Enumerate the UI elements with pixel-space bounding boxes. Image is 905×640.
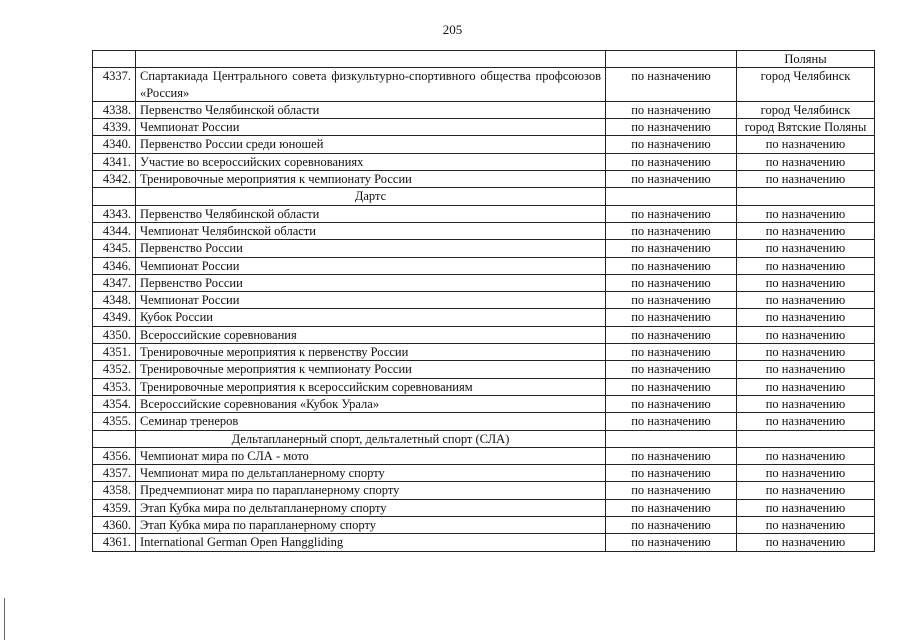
event-dates: по назначению xyxy=(606,344,737,361)
event-dates: по назначению xyxy=(606,309,737,326)
event-location xyxy=(737,188,875,205)
event-name: Первенство России среди юношей xyxy=(136,136,606,153)
event-name: Участие во всероссийских соревнованиях xyxy=(136,153,606,170)
table-row xyxy=(93,205,875,222)
row-number: 4337. xyxy=(93,68,136,102)
event-dates: по назначению xyxy=(606,292,737,309)
event-location: по назначению xyxy=(737,257,875,274)
event-dates: по назначению xyxy=(606,274,737,291)
event-location: по назначению xyxy=(737,344,875,361)
event-name: Семинар тренеров xyxy=(136,413,606,430)
event-dates: по назначению xyxy=(606,378,737,395)
event-dates xyxy=(606,430,737,447)
event-location xyxy=(737,430,875,447)
event-name: Первенство Челябинской области xyxy=(136,205,606,222)
event-dates: по назначению xyxy=(606,517,737,534)
event-dates xyxy=(606,51,737,68)
event-name: Этап Кубка мира по дельтапланерному спорту xyxy=(136,499,606,516)
table-row xyxy=(93,171,875,188)
event-location: по назначению xyxy=(737,499,875,516)
table-row xyxy=(93,136,875,153)
event-dates xyxy=(606,188,737,205)
row-number: 4356. xyxy=(93,447,136,464)
table-row xyxy=(93,292,875,309)
event-dates: по назначению xyxy=(606,153,737,170)
event-name: Чемпионат России xyxy=(136,292,606,309)
event-location: город Челябинск xyxy=(737,68,875,102)
row-number: 4361. xyxy=(93,534,136,551)
row-number: 4353. xyxy=(93,378,136,395)
event-name: Чемпионат мира по СЛА - мото xyxy=(136,447,606,464)
event-dates: по назначению xyxy=(606,413,737,430)
row-number: 4341. xyxy=(93,153,136,170)
row-number: 4352. xyxy=(93,361,136,378)
row-number: 4348. xyxy=(93,292,136,309)
event-location: по назначению xyxy=(737,136,875,153)
event-dates: по назначению xyxy=(606,222,737,239)
event-name: Кубок России xyxy=(136,309,606,326)
event-dates: по назначению xyxy=(606,395,737,412)
table-row xyxy=(93,378,875,395)
section-title: Дельтапланерный спорт, дельталетный спорт (СЛА) xyxy=(136,430,606,447)
table-row xyxy=(93,534,875,551)
table-row xyxy=(93,413,875,430)
table-row xyxy=(93,499,875,516)
table-row xyxy=(93,395,875,412)
event-name: Тренировочные мероприятия к первенству России xyxy=(136,344,606,361)
event-location: по назначению xyxy=(737,309,875,326)
event-name: Чемпионат Челябинской области xyxy=(136,222,606,239)
row-number: 4357. xyxy=(93,465,136,482)
table-row xyxy=(93,68,875,102)
table-row xyxy=(93,465,875,482)
section-row xyxy=(93,430,875,447)
table-row xyxy=(93,257,875,274)
event-name: Всероссийские соревнования «Кубок Урала» xyxy=(136,395,606,412)
event-dates: по назначению xyxy=(606,205,737,222)
row-number: 4351. xyxy=(93,344,136,361)
row-number: 4346. xyxy=(93,257,136,274)
table-row xyxy=(93,361,875,378)
scan-edge-line xyxy=(4,598,5,640)
event-name: Предчемпионат мира по парапланерному спорту xyxy=(136,482,606,499)
event-dates: по назначению xyxy=(606,101,737,118)
row-number: 4360. xyxy=(93,517,136,534)
event-location: по назначению xyxy=(737,378,875,395)
event-dates: по назначению xyxy=(606,68,737,102)
row-number: 4338. xyxy=(93,101,136,118)
table-row xyxy=(93,222,875,239)
table-row xyxy=(93,274,875,291)
event-location: по назначению xyxy=(737,153,875,170)
event-dates: по назначению xyxy=(606,326,737,343)
table-row xyxy=(93,344,875,361)
event-name: Первенство Челябинской области xyxy=(136,101,606,118)
event-name: Чемпионат мира по дельтапланерному спорту xyxy=(136,465,606,482)
row-number xyxy=(93,188,136,205)
row-number: 4343. xyxy=(93,205,136,222)
event-location: по назначению xyxy=(737,482,875,499)
event-dates: по назначению xyxy=(606,257,737,274)
event-location: Поляны xyxy=(737,51,875,68)
row-number: 4339. xyxy=(93,119,136,136)
event-dates: по назначению xyxy=(606,534,737,551)
event-location: по назначению xyxy=(737,534,875,551)
event-name xyxy=(136,51,606,68)
event-name: International German Open Hanggliding xyxy=(136,534,606,551)
event-dates: по назначению xyxy=(606,499,737,516)
table-row xyxy=(93,240,875,257)
event-location: по назначению xyxy=(737,413,875,430)
events-table xyxy=(92,50,875,552)
event-name: Тренировочные мероприятия к всероссийским соревнованиям xyxy=(136,378,606,395)
event-dates: по назначению xyxy=(606,119,737,136)
row-number: 4349. xyxy=(93,309,136,326)
table-row xyxy=(93,309,875,326)
row-number xyxy=(93,430,136,447)
row-number: 4350. xyxy=(93,326,136,343)
event-name: Спартакиада Центрального совета физкультурно-спортивного общества профсоюзов «Россия» xyxy=(136,68,606,102)
event-location: город Вятские Поляны xyxy=(737,119,875,136)
event-location: по назначению xyxy=(737,326,875,343)
event-location: по назначению xyxy=(737,465,875,482)
event-location: город Челябинск xyxy=(737,101,875,118)
event-name: Этап Кубка мира по парапланерному спорту xyxy=(136,517,606,534)
table-row xyxy=(93,101,875,118)
table-row xyxy=(93,119,875,136)
event-dates: по назначению xyxy=(606,447,737,464)
event-dates: по назначению xyxy=(606,482,737,499)
event-location: по назначению xyxy=(737,240,875,257)
row-number: 4358. xyxy=(93,482,136,499)
table-row xyxy=(93,517,875,534)
event-location: по назначению xyxy=(737,517,875,534)
table-row xyxy=(93,51,875,68)
event-name: Тренировочные мероприятия к чемпионату России xyxy=(136,361,606,378)
table-row xyxy=(93,482,875,499)
event-name: Первенство России xyxy=(136,274,606,291)
section-row xyxy=(93,188,875,205)
event-location: по назначению xyxy=(737,274,875,291)
section-title: Дартс xyxy=(136,188,606,205)
event-location: по назначению xyxy=(737,292,875,309)
event-dates: по назначению xyxy=(606,465,737,482)
event-dates: по назначению xyxy=(606,171,737,188)
event-location: по назначению xyxy=(737,205,875,222)
row-number xyxy=(93,51,136,68)
event-dates: по назначению xyxy=(606,240,737,257)
event-location: по назначению xyxy=(737,447,875,464)
event-location: по назначению xyxy=(737,361,875,378)
table-row xyxy=(93,153,875,170)
event-dates: по назначению xyxy=(606,136,737,153)
event-name: Тренировочные мероприятия к чемпионату России xyxy=(136,171,606,188)
events-table-body xyxy=(93,51,875,552)
page-number: 205 xyxy=(442,22,463,37)
table-row xyxy=(93,326,875,343)
row-number: 4344. xyxy=(93,222,136,239)
event-name: Чемпионат России xyxy=(136,119,606,136)
event-dates: по назначению xyxy=(606,361,737,378)
row-number: 4347. xyxy=(93,274,136,291)
row-number: 4345. xyxy=(93,240,136,257)
event-name: Чемпионат России xyxy=(136,257,606,274)
row-number: 4342. xyxy=(93,171,136,188)
row-number: 4355. xyxy=(93,413,136,430)
event-location: по назначению xyxy=(737,395,875,412)
event-name: Всероссийские соревнования xyxy=(136,326,606,343)
table-row xyxy=(93,447,875,464)
row-number: 4340. xyxy=(93,136,136,153)
event-name: Первенство России xyxy=(136,240,606,257)
event-location: по назначению xyxy=(737,222,875,239)
event-location: по назначению xyxy=(737,171,875,188)
row-number: 4359. xyxy=(93,499,136,516)
row-number: 4354. xyxy=(93,395,136,412)
